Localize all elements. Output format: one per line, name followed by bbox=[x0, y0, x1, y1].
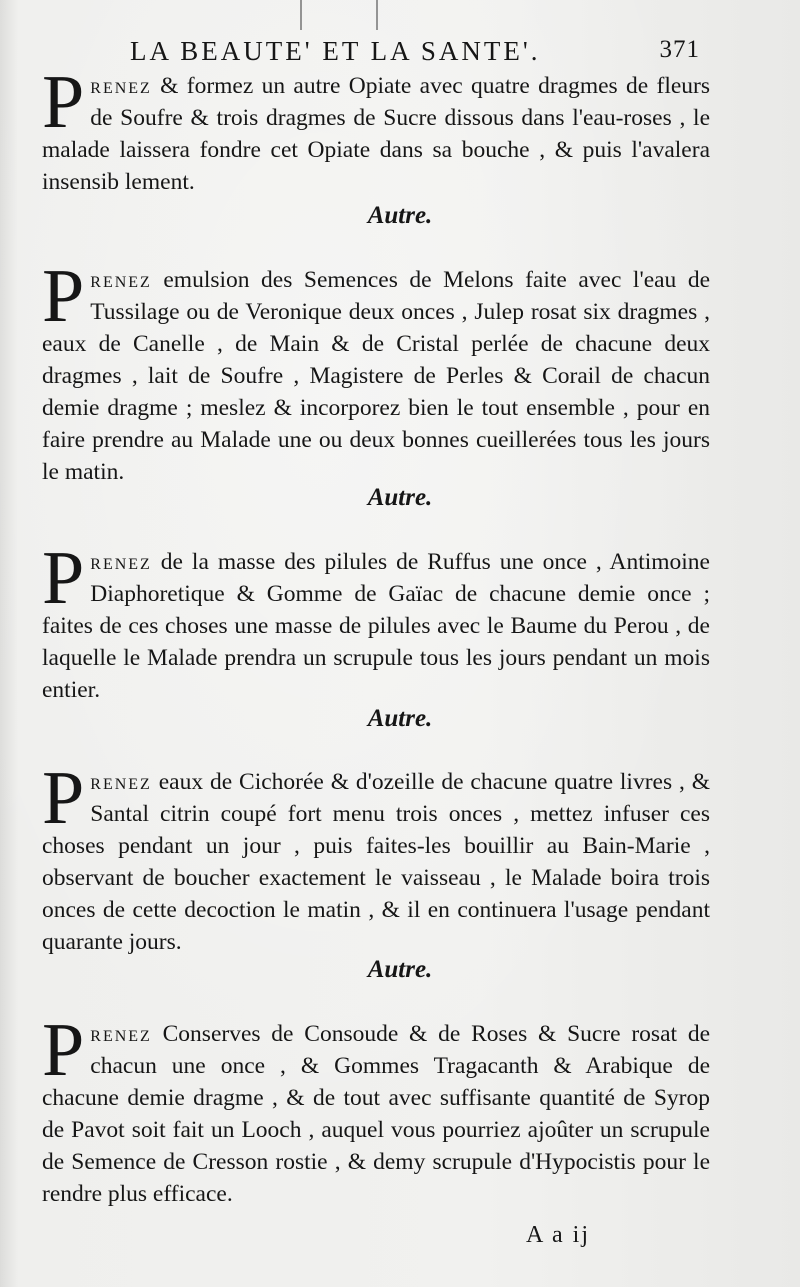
recipe-paragraph bbox=[42, 60, 711, 198]
page-number: 371 bbox=[659, 36, 700, 63]
section-heading: Autre. bbox=[367, 484, 433, 511]
section-heading: Autre. bbox=[367, 202, 433, 229]
lead-word: renez bbox=[90, 549, 152, 575]
recipe-paragraph bbox=[42, 254, 711, 488]
page-header bbox=[120, 36, 780, 70]
lead-word: renez bbox=[90, 769, 152, 795]
lead-word: renez bbox=[90, 1021, 152, 1047]
paragraph-text: eaux de Cichorée & d'ozeille de chacune quatre livres , & Santal citrin coupé fort menu trois onces , mettez infuser ces choses pendant un jour , puis faites-les bouillir au Bain-Marie , observant de boucher exactement le vaisseau , le Malade boira trois onces de cette decoction le matin , & il en continuera l'usage pendant quarante jours. bbox=[42, 769, 711, 955]
lead-word: renez bbox=[90, 267, 152, 293]
running-title: LA BEAUTE' ET LA SANTE'. bbox=[130, 36, 541, 66]
gutter-mark bbox=[376, 0, 378, 30]
gutter-mark bbox=[300, 0, 302, 30]
paragraph-text: & formez un autre Opiate avec quatre dragmes de fleurs de Soufre & trois dragmes de Sucre dissous dans l'eau-roses , le malade laissera fondre cet Opiate dans sa bouche , & puis l'avalera insensib lement. bbox=[42, 73, 711, 195]
paragraph-text: emulsion des Semences de Melons faite avec l'eau de Tussilage ou de Veronique deux onces , Julep rosat six dragmes , eaux de Canelle , de Main & de Cristal perlée de chacune deux dragmes , lait de Soufre , Magistere de Perles & Corail de chacun demie dragme ; meslez & incorporez bien le tout ensemble , pour en faire prendre au Malade une ou deux bonnes cueillerées tous les jours le matin. bbox=[42, 267, 711, 485]
paragraph-text: Conserves de Consoude & de Roses & Sucre rosat de chacun une once , & Gommes Tragacanth & Arabique de chacune demie dragme , & de tout avec suffisante quantité de Syrop de Pavot soit fait un Looch , auquel vous pourriez ajoûter un scrupule de Semence de Cresson rostie , & demy scrupule d'Hypocistis pour le rendre plus efficace. bbox=[42, 1021, 711, 1207]
paragraph-text: de la masse des pilules de Ruffus une once , Antimoine Diaphoretique & Gomme de Gaïac de chacune demie once ; faites de ces choses une masse de pilules avec le Baume du Perou , de laquelle le Malade prendra un scrupule tous les jours pendant un mois entier. bbox=[42, 549, 710, 703]
section-heading: Autre. bbox=[367, 705, 433, 732]
drop-cap: P bbox=[42, 536, 85, 620]
signature-mark: A a ij bbox=[526, 1222, 590, 1248]
recipe-paragraph bbox=[42, 756, 711, 958]
recipe-paragraph bbox=[42, 1008, 711, 1210]
drop-cap: P bbox=[42, 254, 85, 338]
recipe-paragraph bbox=[42, 536, 710, 706]
section-heading: Autre. bbox=[367, 956, 433, 983]
drop-cap: P bbox=[42, 756, 85, 840]
lead-word: renez bbox=[90, 73, 152, 99]
drop-cap: P bbox=[42, 60, 85, 144]
drop-cap: P bbox=[42, 1008, 85, 1092]
